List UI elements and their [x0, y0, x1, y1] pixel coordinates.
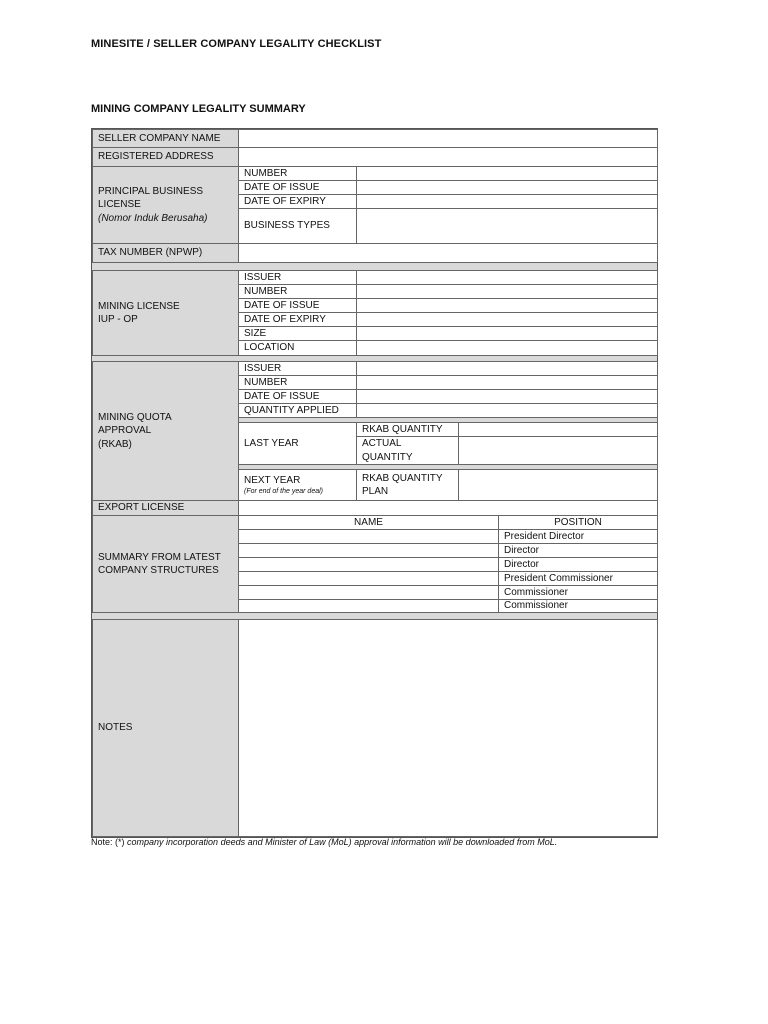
ml-date-of-issue-label: DATE OF ISSUE	[238, 298, 357, 313]
ml-location-field[interactable]	[356, 340, 658, 356]
ml-label-line1: MINING LICENSE	[98, 300, 180, 312]
mq-label-line2: APPROVAL	[98, 425, 152, 437]
mq-date-of-issue-field[interactable]	[356, 389, 658, 404]
actual-quantity-line2: QUANTITY	[362, 451, 413, 463]
mining-license-label	[92, 270, 239, 356]
ml-location-label: LOCATION	[238, 340, 357, 356]
tax-number-label: TAX NUMBER (NPWP)	[92, 243, 239, 263]
cs-position-cell: Director	[498, 557, 658, 572]
ml-date-of-issue-field[interactable]	[356, 298, 658, 313]
pbl-label-italic: (Nomor Induk Berusaha)	[98, 212, 208, 224]
rkab-plan-line1: RKAB QUANTITY	[362, 472, 443, 484]
cs-name-cell[interactable]	[238, 571, 499, 586]
cs-position-header: POSITION	[498, 515, 658, 530]
section-title: MINING COMPANY LEGALITY SUMMARY	[91, 103, 306, 115]
ml-number-label: NUMBER	[238, 284, 357, 299]
ml-issuer-field[interactable]	[356, 270, 658, 285]
footnote-prefix: Note: (*)	[91, 837, 128, 847]
footnote	[91, 837, 557, 847]
tax-number-field[interactable]	[238, 243, 658, 263]
rkab-plan-line2: PLAN	[362, 486, 389, 497]
cs-position-cell: President Commissioner	[498, 571, 658, 586]
mq-actual-quantity-field[interactable]	[458, 436, 658, 465]
pbl-label-line1: PRINCIPAL BUSINESS	[98, 185, 204, 197]
cs-name-cell[interactable]	[238, 599, 499, 613]
mq-label-line1: MINING QUOTA	[98, 411, 172, 423]
ml-date-of-expiry-field[interactable]	[356, 312, 658, 327]
principal-business-license-label	[92, 166, 239, 244]
ml-size-label: SIZE	[238, 326, 357, 341]
export-license-field[interactable]	[238, 500, 658, 516]
next-year-note: (For end of the year deal)	[244, 488, 323, 496]
mq-quantity-applied-field[interactable]	[356, 403, 658, 418]
mq-number-label: NUMBER	[238, 375, 357, 390]
company-structures-label	[92, 515, 239, 613]
next-year-text: NEXT YEAR	[244, 474, 301, 486]
mq-actual-quantity-label	[356, 436, 459, 465]
mq-date-of-issue-label: DATE OF ISSUE	[238, 389, 357, 404]
ml-size-field[interactable]	[356, 326, 658, 341]
mq-next-year-label	[238, 469, 357, 501]
pbl-date-of-issue-label: DATE OF ISSUE	[238, 180, 357, 195]
document-title: MINESITE / SELLER COMPANY LEGALITY CHECKLIST	[91, 38, 382, 50]
mq-quantity-applied-label: QUANTITY APPLIED	[238, 403, 357, 418]
seller-company-name-label: SELLER COMPANY NAME	[92, 129, 239, 148]
cs-position-cell: Commissioner	[498, 585, 658, 600]
legality-form-table	[91, 128, 658, 838]
cs-label-line2: COMPANY STRUCTURES	[98, 565, 219, 576]
pbl-number-field[interactable]	[356, 166, 658, 181]
ml-issuer-label: ISSUER	[238, 270, 357, 285]
cs-name-cell[interactable]	[238, 557, 499, 572]
pbl-date-of-expiry-label: DATE OF EXPIRY	[238, 194, 357, 209]
notes-label: NOTES	[92, 619, 239, 837]
cs-name-cell[interactable]	[238, 585, 499, 600]
pbl-business-types-label: BUSINESS TYPES	[238, 208, 357, 244]
cs-name-header: NAME	[238, 515, 499, 530]
mq-rkab-quantity-label: RKAB QUANTITY	[356, 422, 459, 437]
pbl-business-types-field[interactable]	[356, 208, 658, 244]
seller-company-name-field[interactable]	[238, 129, 658, 148]
ml-label-line2: IUP - OP	[98, 314, 138, 325]
mq-issuer-field[interactable]	[356, 361, 658, 376]
cs-name-cell[interactable]	[238, 529, 499, 544]
pbl-label-line2: LICENSE	[98, 199, 141, 211]
cs-position-cell: Director	[498, 543, 658, 558]
cs-label-line1: SUMMARY FROM LATEST	[98, 551, 221, 563]
registered-address-field[interactable]	[238, 147, 658, 167]
ml-number-field[interactable]	[356, 284, 658, 299]
pbl-date-of-issue-field[interactable]	[356, 180, 658, 195]
pbl-date-of-expiry-field[interactable]	[356, 194, 658, 209]
registered-address-label: REGISTERED ADDRESS	[92, 147, 239, 167]
actual-quantity-line1: ACTUAL	[362, 438, 402, 449]
mq-rkab-plan-label	[356, 469, 459, 501]
ml-date-of-expiry-label: DATE OF EXPIRY	[238, 312, 357, 327]
notes-field[interactable]	[238, 619, 658, 837]
pbl-number-label: NUMBER	[238, 166, 357, 181]
mining-quota-label	[92, 361, 239, 501]
cs-position-cell: Commissioner	[498, 599, 658, 613]
mq-last-year-label: LAST YEAR	[238, 422, 357, 465]
mq-rkab-quantity-field[interactable]	[458, 422, 658, 437]
mq-label-line3: (RKAB)	[98, 438, 132, 450]
mq-rkab-plan-field[interactable]	[458, 469, 658, 501]
cs-position-cell: President Director	[498, 529, 658, 544]
mq-issuer-label: ISSUER	[238, 361, 357, 376]
cs-name-cell[interactable]	[238, 543, 499, 558]
footnote-text: company incorporation deeds and Minister of Law (MoL) approval information will be downloaded from MoL.	[127, 837, 558, 847]
mq-number-field[interactable]	[356, 375, 658, 390]
export-license-label: EXPORT LICENSE	[92, 500, 239, 516]
